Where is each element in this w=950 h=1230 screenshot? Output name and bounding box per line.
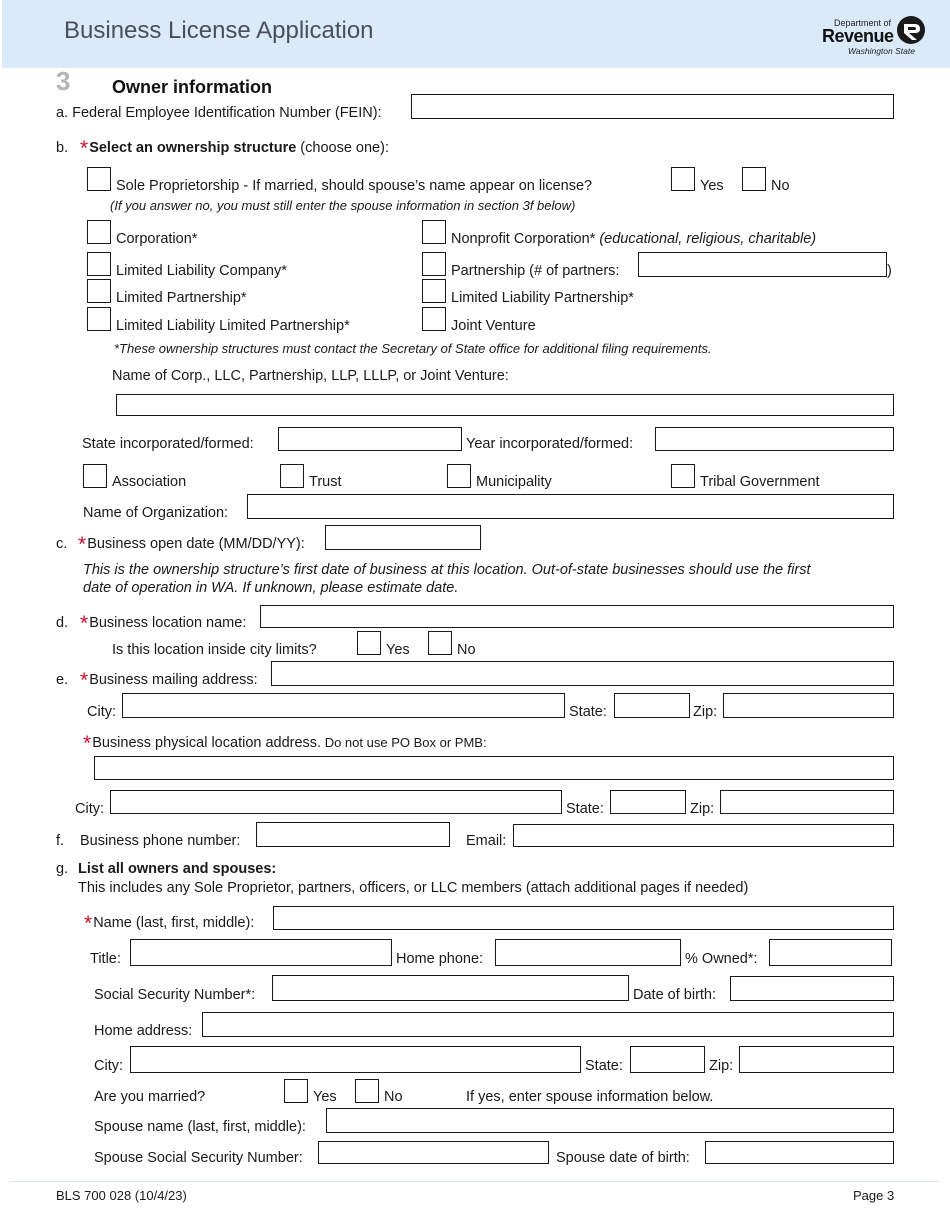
lllp-checkbox[interactable] — [87, 307, 111, 331]
mailing-city-label: City: — [87, 704, 116, 720]
trust-checkbox[interactable] — [280, 464, 304, 488]
owner-zip-input[interactable] — [739, 1046, 894, 1073]
spouse-name-no-label: No — [771, 178, 790, 194]
sole-proprietorship-label: Sole Proprietorship - If married, should spouse’s name appear on license? — [116, 178, 593, 194]
partners-count-input[interactable] — [638, 252, 887, 277]
year-incorporated-label: Year incorporated/formed: — [466, 436, 634, 452]
owner-home-phone-label: Home phone: — [396, 951, 484, 967]
physical-state-label: State: — [566, 801, 604, 817]
page-number: Page 3 — [853, 1188, 895, 1203]
owner-state-label: State: — [585, 1058, 623, 1074]
married-no-checkbox[interactable] — [355, 1079, 379, 1103]
email-label: Email: — [466, 833, 507, 849]
logo-revenue-text: Revenue — [822, 26, 894, 46]
partnership-checkbox[interactable] — [422, 252, 446, 276]
entity-name-input[interactable] — [116, 394, 894, 416]
city-limits-yes-checkbox[interactable] — [357, 631, 381, 655]
year-incorporated-input[interactable] — [655, 427, 894, 451]
open-date-letter: c. — [56, 536, 68, 552]
state-incorporated-input[interactable] — [278, 427, 462, 451]
spouse-ssn-label: Spouse Social Security Number: — [94, 1150, 303, 1166]
dor-logo — [822, 12, 932, 58]
physical-address-label-text: Business physical location address. — [92, 735, 322, 751]
mailing-address-label — [80, 669, 258, 692]
lllp-label: Limited Liability Limited Partnership* — [116, 318, 350, 334]
married-no-label: No — [384, 1089, 403, 1105]
partnership-label: Partnership (# of partners: — [451, 263, 620, 279]
ownership-letter: b. — [56, 140, 69, 156]
spouse-name-no-checkbox[interactable] — [742, 167, 766, 191]
nonprofit-note: (educational, religious, charitable) — [599, 231, 817, 247]
physical-address-label — [83, 732, 487, 755]
nonprofit-checkbox[interactable] — [422, 220, 446, 244]
tribal-government-checkbox[interactable] — [671, 464, 695, 488]
owner-title-label: Title: — [90, 951, 121, 967]
required-marker: * — [80, 137, 89, 160]
llc-checkbox[interactable] — [87, 252, 111, 276]
physical-zip-input[interactable] — [720, 790, 894, 814]
open-date-label — [78, 533, 305, 556]
fein-label: a. Federal Employee Identification Number (FEIN): — [56, 105, 382, 121]
owner-dob-input[interactable] — [730, 976, 894, 1001]
mailing-address-letter: e. — [56, 672, 69, 688]
limited-partnership-label: Limited Partnership* — [116, 290, 247, 306]
owners-description: This includes any Sole Proprietor, partners, officers, or LLC members (attach additional pages if needed) — [78, 880, 749, 896]
physical-state-input[interactable] — [610, 790, 686, 814]
open-date-note-line2: date of operation in WA. If unknown, please estimate date. — [83, 580, 459, 596]
joint-venture-label: Joint Venture — [451, 318, 536, 334]
location-name-letter: d. — [56, 615, 69, 631]
spouse-name-input[interactable] — [326, 1108, 894, 1133]
mailing-zip-input[interactable] — [723, 693, 894, 718]
trust-label: Trust — [309, 474, 342, 490]
physical-city-input[interactable] — [110, 790, 562, 814]
municipality-checkbox[interactable] — [447, 464, 471, 488]
revenue-emblem-icon — [895, 14, 927, 46]
mailing-state-input[interactable] — [614, 693, 690, 718]
email-input[interactable] — [513, 824, 894, 847]
logo-dept-text: Department of — [834, 18, 892, 28]
owner-percent-owned-label: % Owned*: — [685, 951, 758, 967]
section-title: Owner information — [112, 77, 273, 97]
spouse-name-label: Spouse name (last, first, middle): — [94, 1119, 306, 1135]
owner-name-input[interactable] — [273, 906, 894, 930]
tribal-government-label: Tribal Government — [700, 474, 820, 490]
city-limits-no-label: No — [457, 642, 476, 658]
location-name-label — [80, 612, 247, 635]
required-marker: * — [80, 669, 89, 692]
required-marker: * — [78, 533, 87, 556]
owner-city-label: City: — [94, 1058, 123, 1074]
owner-ssn-label: Social Security Number*: — [94, 987, 256, 1003]
llp-checkbox[interactable] — [422, 279, 446, 303]
spouse-instruction: If yes, enter spouse information below. — [466, 1089, 714, 1105]
state-incorporated-label: State incorporated/formed: — [82, 436, 254, 452]
owner-ssn-input[interactable] — [272, 975, 629, 1001]
sole-proprietorship-note: (If you answer no, you must still enter the spouse information in section 3f below) — [110, 198, 576, 213]
owner-dob-label: Date of birth: — [633, 987, 717, 1003]
sole-proprietorship-checkbox[interactable] — [87, 167, 111, 191]
spouse-ssn-input[interactable] — [318, 1141, 549, 1164]
owner-name-label-text: Name (last, first, middle): — [93, 915, 255, 931]
married-question-label: Are you married? — [94, 1089, 206, 1105]
page-title: Business License Application — [64, 17, 374, 44]
llp-label: Limited Liability Partnership* — [451, 290, 634, 306]
married-yes-checkbox[interactable] — [284, 1079, 308, 1103]
owners-heading: List all owners and spouses: — [78, 861, 277, 877]
page-header — [2, 0, 950, 68]
owner-zip-label: Zip: — [709, 1058, 734, 1074]
open-date-input[interactable] — [325, 525, 481, 550]
logo-state-text: Washington State — [848, 46, 915, 56]
owner-state-input[interactable] — [630, 1046, 705, 1073]
mailing-state-label: State: — [569, 704, 607, 720]
organization-name-input[interactable] — [247, 494, 894, 519]
association-label: Association — [112, 474, 187, 490]
required-marker: * — [80, 612, 89, 635]
corporation-checkbox[interactable] — [87, 220, 111, 244]
spouse-dob-input[interactable] — [705, 1141, 894, 1164]
city-limits-yes-label: Yes — [386, 642, 410, 658]
city-limits-label: Is this location inside city limits? — [112, 642, 317, 658]
partnership-close-paren: ) — [887, 263, 892, 279]
nonprofit-label-text: Nonprofit Corporation* — [451, 231, 596, 247]
mailing-address-input[interactable] — [271, 661, 894, 686]
ownership-label — [80, 137, 389, 160]
ownership-label-bold: Select an ownership structure — [89, 140, 297, 156]
corporation-label: Corporation* — [116, 231, 198, 247]
footer-divider — [10, 1181, 940, 1182]
open-date-label-text: Business open date (MM/DD/YY): — [87, 536, 305, 552]
fein-input[interactable] — [411, 94, 894, 119]
owner-home-address-input[interactable] — [202, 1012, 894, 1037]
spouse-name-yes-checkbox[interactable] — [671, 167, 695, 191]
married-yes-label: Yes — [313, 1089, 337, 1105]
physical-address-note: Do not use PO Box or PMB: — [321, 735, 487, 750]
physical-zip-label: Zip: — [690, 801, 715, 817]
association-checkbox[interactable] — [83, 464, 107, 488]
phone-letter: f. — [56, 833, 65, 849]
section-number: 3 — [56, 66, 71, 96]
organization-name-label: Name of Organization: — [83, 505, 229, 521]
open-date-note-line1: This is the ownership structure’s first date of business at this location. Out-of-state businesses should use the first — [83, 562, 811, 578]
owner-percent-owned-input[interactable] — [769, 939, 892, 966]
city-limits-no-checkbox[interactable] — [428, 631, 452, 655]
sos-note: *These ownership structures must contact the Secretary of State office for additional filing requirements. — [114, 341, 712, 356]
physical-address-input[interactable] — [94, 756, 894, 780]
location-name-label-text: Business location name: — [89, 615, 247, 631]
owner-name-label — [84, 912, 255, 935]
nonprofit-label — [451, 231, 816, 247]
owner-home-address-label: Home address: — [94, 1023, 193, 1039]
required-marker: * — [84, 912, 93, 935]
business-phone-input[interactable] — [256, 822, 450, 847]
owners-letter: g. — [56, 861, 69, 877]
owner-city-input[interactable] — [130, 1046, 581, 1073]
location-name-input[interactable] — [260, 605, 894, 628]
mailing-city-input[interactable] — [122, 693, 565, 718]
spouse-name-yes-label: Yes — [700, 178, 724, 194]
owner-title-input[interactable] — [130, 939, 392, 966]
llc-label: Limited Liability Company* — [116, 263, 287, 279]
required-marker: * — [83, 732, 92, 755]
mailing-zip-label: Zip: — [693, 704, 718, 720]
business-phone-label: Business phone number: — [80, 833, 241, 849]
owner-home-phone-input[interactable] — [495, 939, 681, 966]
municipality-label: Municipality — [476, 474, 552, 490]
form-id: BLS 700 028 (10/4/23) — [56, 1188, 187, 1203]
ownership-label-rest: (choose one): — [296, 140, 389, 156]
joint-venture-checkbox[interactable] — [422, 307, 446, 331]
spouse-dob-label: Spouse date of birth: — [556, 1150, 690, 1166]
physical-city-label: City: — [75, 801, 104, 817]
mailing-address-label-text: Business mailing address: — [89, 672, 258, 688]
limited-partnership-checkbox[interactable] — [87, 279, 111, 303]
entity-name-label: Name of Corp., LLC, Partnership, LLP, LLLP, or Joint Venture: — [112, 368, 509, 384]
